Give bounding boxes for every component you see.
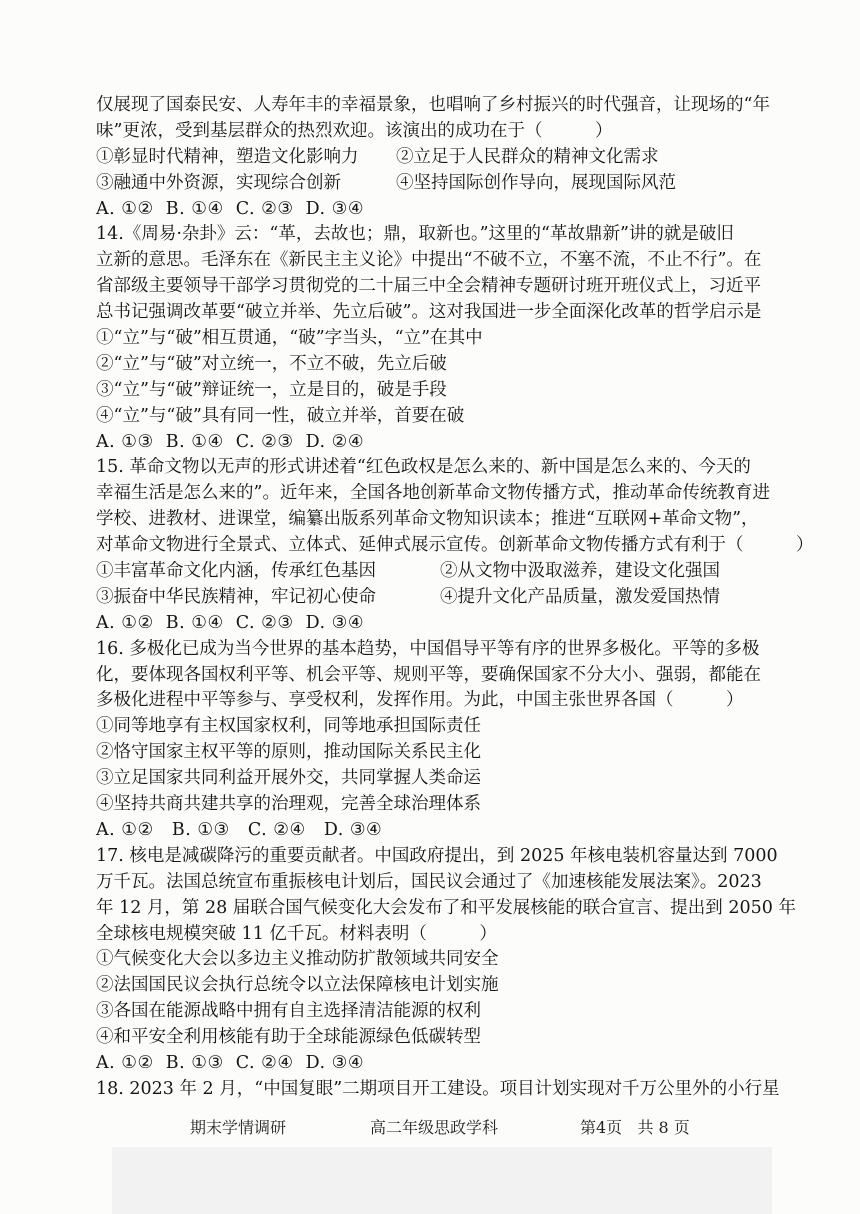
question-text-line: 全球核电规模突破 11 亿千瓦。材料表明（ ） (96, 923, 497, 944)
option-3: ③融通中外资源，实现综合创新 (96, 172, 341, 193)
option-1: ①丰富革命文化内涵，传承红色基因 (96, 561, 376, 582)
question-text-line: 对革命文物进行全景式、立体式、延伸式展示宣传。创新革命文物传播方式有利于（ ） (96, 535, 814, 556)
question-text-line: 立新的意思。毛泽东在《新民主主义论》中提出“不破不立，不塞不流，不止不行”。在 (96, 250, 762, 271)
footer-exam-name: 期末学情调研 (190, 1118, 287, 1137)
option-row (96, 145, 776, 171)
question-text-line: 省部级主要领导干部学习贯彻党的二十届三中全会精神专题研讨班开班仪式上，习近平 (96, 276, 761, 297)
question-text-line: 年 12 月，第 28 届联合国气候变化大会发布了和平发展核能的联合宣言、提出到 2050 年 (96, 897, 796, 918)
option-1: ①“立”与“破”相互贯通，“破”字当头，“立”在其中 (96, 328, 483, 349)
option-2: ②法国国民议会执行总统令以立法保障核电计划实施 (96, 975, 499, 996)
question-content (96, 93, 814, 1103)
option-1: ①彰显时代精神，塑造文化影响力 (96, 146, 359, 167)
question-16 (96, 637, 776, 844)
answer-choices: A. ①② B. ①③ C. ②④ D. ③④ (96, 1052, 365, 1073)
answer-choices: A. ①② B. ①④ C. ②③ D. ③④ (96, 198, 365, 219)
option-4: ④提升文化产品质量，激发爱国热情 (440, 586, 720, 607)
question-17 (96, 844, 796, 1077)
scan-shadow (112, 1147, 772, 1214)
question-13 (96, 93, 776, 222)
option-row (96, 585, 776, 611)
question-18 (96, 1077, 780, 1103)
answer-choices: A. ①② B. ①③ C. ②④ D. ③④ (96, 819, 383, 840)
option-row (96, 171, 776, 197)
option-3: ③“立”与“破”辩证统一，立是目的，破是手段 (96, 379, 447, 400)
question-text-line: 15. 革命文物以无声的形式讲述着“红色政权是怎么来的、新中国是怎么来的、今天的 (96, 457, 751, 478)
question-text-line: 多极化进程中平等参与、享受权利，发挥作用。为此，中国主张世界各国（ ） (96, 690, 744, 711)
option-1: ①同等地享有主权国家权利，同等地承担国际责任 (96, 716, 481, 737)
option-3: ③振奋中华民族精神，牢记初心使命 (96, 586, 376, 607)
option-3: ③各国在能源战略中拥有自主选择清洁能源的权利 (96, 1001, 481, 1022)
question-14 (96, 222, 776, 455)
option-4: ④和平安全利用核能有助于全球能源绿色低碳转型 (96, 1027, 481, 1048)
option-2: ②从文物中汲取滋养，建设文化强国 (440, 561, 720, 582)
question-text-line: 总书记强调改革要“破立并举、先立后破”。这对我国进一步全面深化改革的哲学启示是 (96, 302, 762, 323)
option-3: ③立足国家共同利益开展外交，共同掌握人类命运 (96, 768, 481, 789)
page-footer (190, 1115, 690, 1138)
option-row (96, 559, 776, 585)
question-text-line: 仅展现了国泰民安、人寿年丰的幸福景象，也唱响了乡村振兴的时代强音，让现场的“年 (96, 95, 770, 115)
option-2: ②恪守国家主权平等的原则，推动国际关系民主化 (96, 742, 481, 763)
option-2: ②“立”与“破”对立统一，不立不破，先立后破 (96, 353, 447, 374)
question-text-line: 化，要体现各国权利平等、机会平等、规则平等，要确保国家不分大小、强弱，都能在 (96, 664, 761, 685)
option-4: ④坚持共商共建共享的治理观，完善全球治理体系 (96, 794, 481, 815)
answer-choices: A. ①③ B. ①④ C. ②③ D. ②④ (96, 431, 365, 452)
answer-choices: A. ①② B. ①④ C. ②③ D. ③④ (96, 612, 365, 633)
option-1: ①气候变化大会以多边主义推动防扩散领域共同安全 (96, 949, 499, 970)
question-text-line: 味”更浓，受到基层群众的热烈欢迎。该演出的成功在于（ ） (96, 120, 613, 141)
question-text-line: 14.《周易·杂卦》云：“革，去故也；鼎，取新也。”这里的“革故鼎新”讲的就是破旧 (96, 224, 734, 245)
option-4: ④“立”与“破”具有同一性，破立并举，首要在破 (96, 405, 465, 426)
question-text-line: 16. 多极化已成为当今世界的基本趋势，中国倡导平等有序的世界多极化。平等的多极 (96, 638, 760, 659)
footer-subject: 高二年级思政学科 (370, 1118, 499, 1137)
question-text-line: 幸福生活是怎么来的”。近年来，全国各地创新革命文物传播方式，推动革命传统教育进 (96, 483, 770, 504)
option-4: ④坚持国际创作导向，展现国际风范 (396, 172, 676, 193)
question-text-line: 17. 核电是减碳降污的重要贡献者。中国政府提出，到 2025 年核电装机容量达到 7000 (96, 845, 778, 866)
question-text-line: 学校、进教材、进课堂，编纂出版系列革命文物知识读本；推进“互联网+革命文物”， (96, 509, 759, 530)
question-text-line: 18. 2023 年 2 月，“中国复眼”二期项目开工建设。项目计划实现对千万公里外的小行星 (96, 1078, 780, 1099)
option-2: ②立足于人民群众的精神文化需求 (396, 146, 659, 167)
question-text-line: 万千瓦。法国总统宣布重振核电计划后，国民议会通过了《加速核能发展法案》。2023 (96, 871, 762, 892)
question-15 (96, 455, 814, 636)
footer-page-number: 第4页 共 8 页 (580, 1118, 690, 1137)
